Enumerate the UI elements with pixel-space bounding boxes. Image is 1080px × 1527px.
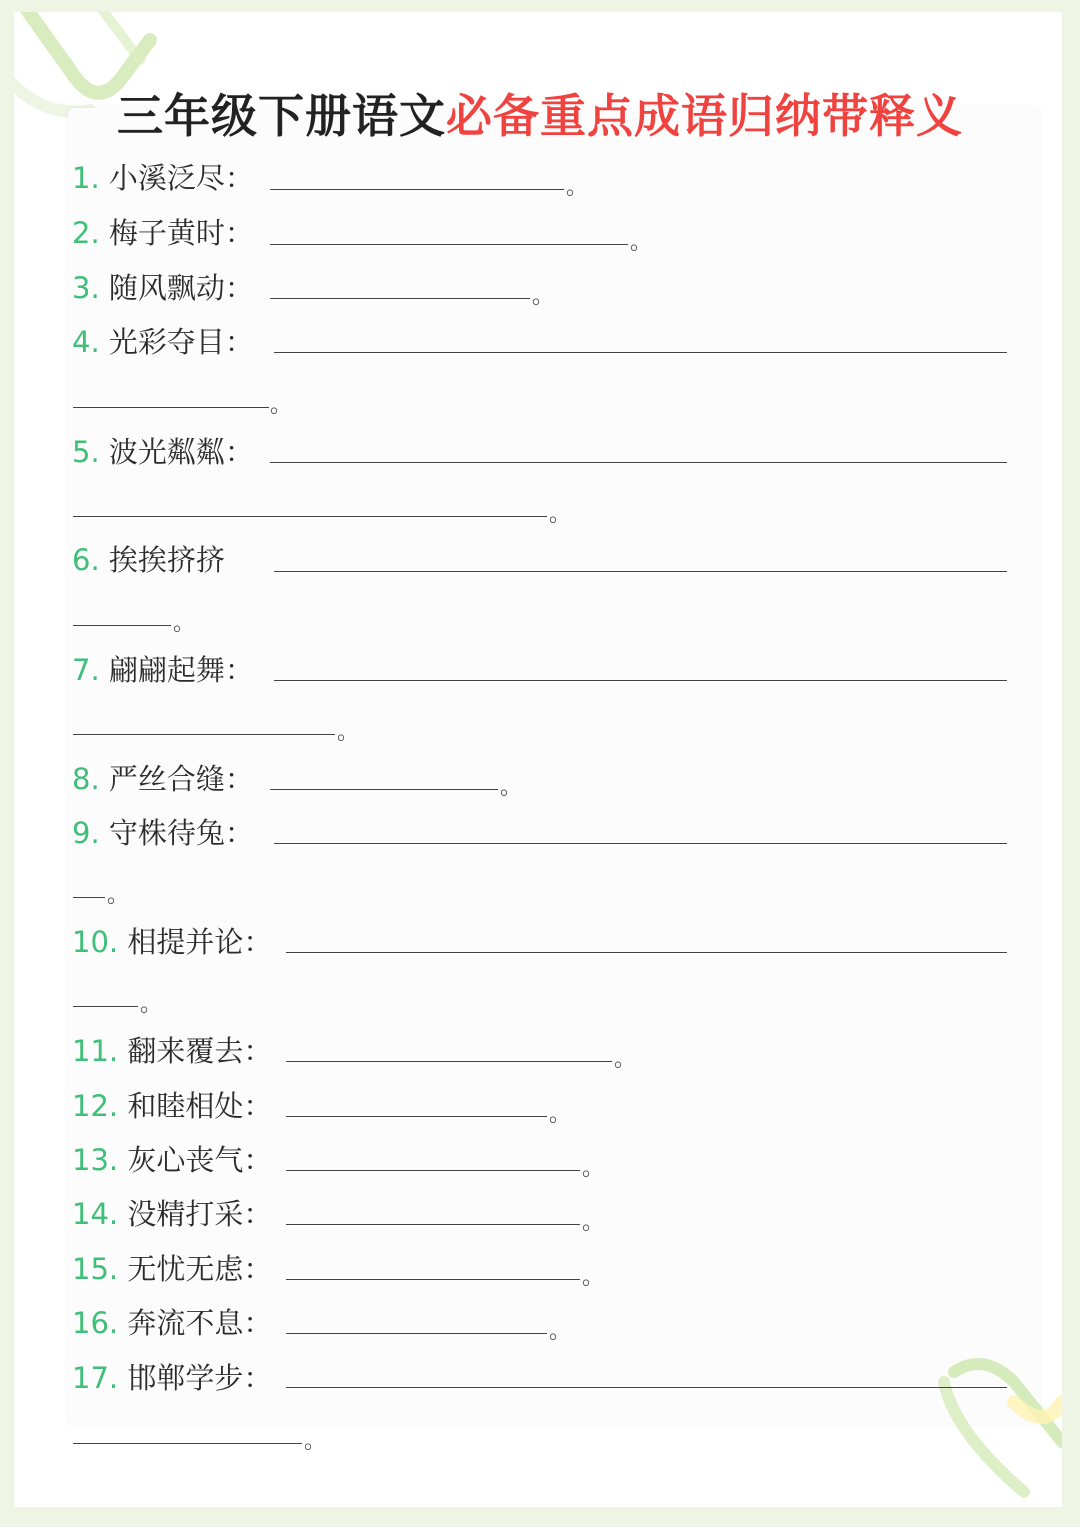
item-number: 7. bbox=[72, 653, 100, 687]
idiom-term: 和睦相处： bbox=[127, 1089, 273, 1123]
period-mark: 。 bbox=[614, 1047, 637, 1072]
answer-blank-continued[interactable] bbox=[73, 625, 171, 626]
idiom-term: 相提并论： bbox=[127, 925, 273, 959]
answer-blank[interactable] bbox=[286, 1387, 1007, 1388]
answer-blank-continued[interactable] bbox=[73, 1006, 138, 1007]
idiom-term: 无忧无虑： bbox=[127, 1252, 273, 1286]
idiom-term: 翻来覆去： bbox=[127, 1034, 273, 1068]
answer-blank[interactable] bbox=[270, 789, 498, 790]
page-title bbox=[0, 80, 1080, 146]
period-mark: 。 bbox=[582, 1210, 605, 1235]
idiom-term: 翩翩起舞： bbox=[108, 653, 254, 687]
item-number: 4. bbox=[72, 325, 100, 359]
item-number: 16. bbox=[72, 1306, 119, 1340]
idiom-term: 没精打采： bbox=[127, 1197, 273, 1231]
answer-blank[interactable] bbox=[286, 1279, 580, 1280]
answer-blank[interactable] bbox=[286, 1224, 580, 1225]
period-mark: 。 bbox=[500, 775, 523, 800]
idiom-item bbox=[72, 211, 254, 251]
idiom-term: 随风飘动： bbox=[108, 271, 254, 305]
answer-blank-continued[interactable] bbox=[73, 1443, 302, 1444]
answer-blank-continued[interactable] bbox=[73, 407, 269, 408]
item-number: 1. bbox=[72, 161, 100, 195]
item-number: 14. bbox=[72, 1197, 119, 1231]
idiom-item bbox=[72, 320, 254, 360]
idiom-item bbox=[72, 1138, 272, 1178]
idiom-item bbox=[72, 1247, 272, 1287]
period-mark: 。 bbox=[566, 175, 589, 200]
period-mark: 。 bbox=[582, 1265, 605, 1290]
answer-blank-continued[interactable] bbox=[73, 516, 547, 517]
item-number: 3. bbox=[72, 271, 100, 305]
period-mark: 。 bbox=[337, 720, 360, 745]
period-mark: 。 bbox=[549, 502, 572, 527]
idiom-item bbox=[72, 1356, 272, 1396]
item-number: 12. bbox=[72, 1089, 119, 1123]
idiom-item bbox=[72, 266, 254, 306]
period-mark: 。 bbox=[549, 1319, 572, 1344]
answer-blank[interactable] bbox=[270, 189, 564, 190]
answer-blank[interactable] bbox=[286, 1116, 547, 1117]
idiom-item bbox=[72, 811, 254, 851]
title-part-2: 必备重点成语归纳带释义 bbox=[446, 89, 963, 143]
idiom-term: 奔流不息： bbox=[127, 1306, 273, 1340]
answer-blank[interactable] bbox=[270, 462, 1007, 463]
period-mark: 。 bbox=[140, 992, 163, 1017]
answer-blank[interactable] bbox=[274, 571, 1007, 572]
title-part-1: 三年级下册语文 bbox=[117, 89, 446, 143]
answer-blank[interactable] bbox=[286, 1170, 580, 1171]
item-number: 8. bbox=[72, 762, 100, 796]
item-number: 9. bbox=[72, 816, 100, 850]
idiom-term: 守株待兔： bbox=[108, 816, 254, 850]
idiom-item bbox=[72, 1301, 272, 1341]
paperclip-decoration-bottom bbox=[914, 1342, 1062, 1507]
idiom-item bbox=[72, 757, 254, 797]
period-mark: 。 bbox=[173, 611, 196, 636]
idiom-item bbox=[72, 920, 272, 960]
item-number: 10. bbox=[72, 925, 119, 959]
period-mark: 。 bbox=[630, 230, 653, 255]
idiom-term: 灰心丧气： bbox=[127, 1143, 273, 1177]
item-number: 2. bbox=[72, 216, 100, 250]
idiom-item bbox=[72, 430, 254, 470]
idiom-item bbox=[72, 1192, 272, 1232]
idiom-item bbox=[72, 648, 254, 688]
item-number: 5. bbox=[72, 435, 100, 469]
idiom-term: 光彩夺目： bbox=[108, 325, 254, 359]
idiom-term: 波光粼粼： bbox=[108, 435, 254, 469]
answer-blank[interactable] bbox=[274, 843, 1007, 844]
item-number: 13. bbox=[72, 1143, 119, 1177]
period-mark: 。 bbox=[270, 393, 293, 418]
idiom-term: 严丝合缝： bbox=[108, 762, 254, 796]
item-number: 15. bbox=[72, 1252, 119, 1286]
answer-blank-continued[interactable] bbox=[73, 734, 335, 735]
idiom-item bbox=[72, 1084, 272, 1124]
item-number: 17. bbox=[72, 1361, 119, 1395]
idiom-item bbox=[72, 156, 254, 196]
period-mark: 。 bbox=[304, 1429, 327, 1454]
answer-blank[interactable] bbox=[270, 298, 530, 299]
answer-blank-continued[interactable] bbox=[73, 897, 105, 898]
idiom-term: 小溪泛尽： bbox=[108, 161, 254, 195]
period-mark: 。 bbox=[549, 1102, 572, 1127]
idiom-item bbox=[72, 538, 225, 578]
answer-blank[interactable] bbox=[274, 352, 1007, 353]
item-number: 6. bbox=[72, 543, 100, 577]
item-number: 11. bbox=[72, 1034, 119, 1068]
answer-blank[interactable] bbox=[270, 244, 628, 245]
period-mark: 。 bbox=[107, 883, 130, 908]
period-mark: 。 bbox=[582, 1156, 605, 1181]
idiom-term: 梅子黄时： bbox=[108, 216, 254, 250]
answer-blank[interactable] bbox=[286, 1061, 612, 1062]
idiom-term: 挨挨挤挤 bbox=[108, 543, 225, 577]
period-mark: 。 bbox=[532, 284, 555, 309]
answer-blank[interactable] bbox=[286, 1333, 547, 1334]
answer-blank[interactable] bbox=[274, 680, 1007, 681]
idiom-item bbox=[72, 1029, 272, 1069]
idiom-term: 邯郸学步： bbox=[127, 1361, 273, 1395]
answer-blank[interactable] bbox=[286, 952, 1007, 953]
